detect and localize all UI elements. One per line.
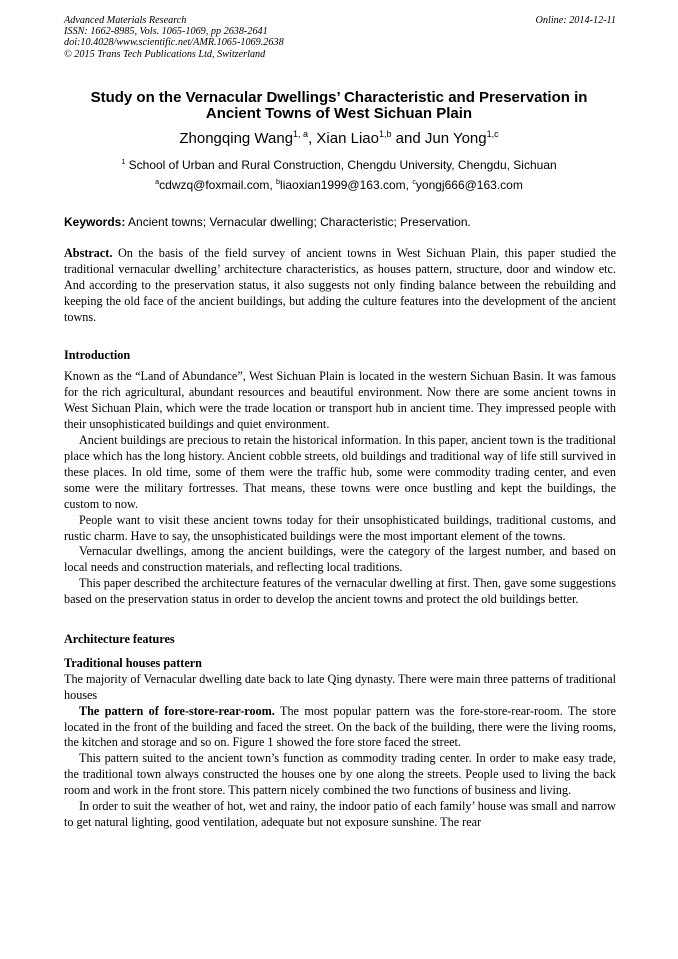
houses-pattern-subheading: Traditional houses pattern	[64, 655, 202, 670]
arch-paragraph-2	[64, 704, 616, 752]
author-3-sup: 1,c	[486, 129, 499, 139]
doi-line: doi:10.4028/www.scientific.net/AMR.1065-1069.2638	[64, 37, 284, 49]
copyright-line: © 2015 Trans Tech Publications Ltd, Switzerland	[64, 48, 266, 60]
email-a[interactable]: cdwzq@foxmail.com,	[159, 178, 277, 192]
email-b-sup: b	[276, 177, 281, 186]
author-3: Jun Yong	[424, 130, 487, 147]
keywords-label: Keywords:	[64, 215, 126, 229]
intro-paragraph-3: People want to visit these ancient towns today for their unsophisticated buildings, traditional customs, and rustic charm. Have to say, the unsophisticated buildings were the most important element of the towns.	[64, 512, 616, 543]
affiliation-sup: 1	[121, 157, 126, 166]
keywords-text: Ancient towns; Vernacular dwelling; Characteristic; Preservation.	[125, 215, 471, 229]
email-b[interactable]: liaoxian1999@163.com,	[280, 178, 413, 192]
intro-paragraph-5: This paper described the architecture features of the vernacular dwelling at first. Then, gave some suggestions based on the preservation status in order to develop the ancient towns and protect the old buildings better.	[64, 576, 616, 607]
email-c-sup: c	[412, 177, 416, 186]
author-list	[40, 130, 638, 147]
email-c[interactable]: yongj666@163.com	[415, 178, 523, 192]
intro-paragraph-1: Known as the “Land of Abundance”, West Sichuan Plain is located in the western Sichuan Basin. It was famous for the rich agricultural, abundant resources and beautiful environment. Now there are some ancient towns in West Sichuan Plain, which were the trade location or transport hub in ancient time. They impressed people with their unsophisticated buildings and quiet environment.	[64, 369, 616, 432]
paper-title	[40, 90, 638, 122]
introduction-heading: Introduction	[64, 347, 131, 362]
arch-paragraph-3: This pattern suited to the ancient town’s function as commodity trading center. In order to make easy trade, the traditional town always constructed the houses one by one along the streets. People used to living the back room and work in the front store. This pattern nicely combined the two functions of business and living.	[64, 751, 616, 798]
arch-paragraph-4: In order to suit the weather of hot, wet and rainy, the indoor patio of each family’ house was small and narrow to get natural lighting, good ventilation, adequate but not exposure sunshine. The rear	[64, 799, 616, 829]
author-2: Xian Liao	[316, 130, 379, 147]
affiliation-text: School of Urban and Rural Construction, Chengdu University, Chengdu, Sichuan	[125, 158, 557, 172]
pattern-label: The pattern of fore-store-rear-room.	[79, 703, 275, 718]
abstract-label: Abstract.	[64, 246, 113, 260]
arch-paragraph-2-text: The most popular pattern was the fore-store-rear-room. The store located in the front of the building and faced the street. On the back of the building, there were the living rooms, the kitchen and storage and so on. Figure 1 showed the fore store faced the street.	[64, 703, 616, 750]
author-2-sup: 1,b	[378, 129, 392, 139]
title-line-1: Study on the Vernacular Dwellings’ Characteristic and Preservation in	[90, 89, 588, 106]
author-1: Zhongqing Wang	[179, 130, 294, 147]
architecture-heading: Architecture features	[64, 632, 175, 647]
author-sep-2: and	[391, 130, 425, 147]
email-a-sup: a	[155, 177, 160, 186]
author-emails	[40, 178, 638, 192]
affiliation	[40, 158, 638, 172]
body-text	[64, 246, 616, 831]
abstract-text: On the basis of the field survey of ancient towns in West Sichuan Plain, this paper studied the traditional vernacular dwelling’ architecture characteristics, as houses pattern, structure, door and window etc. And according to the preservation status, it also suggests not only finding balance between the rebuilding and keeping the old face of the ancient buildings, but adding the culture features into the development of the ancient towns.	[64, 246, 616, 324]
online-date: Online: 2014-12-11	[535, 15, 616, 26]
journal-header	[64, 15, 616, 60]
arch-paragraph-1: The majority of Vernacular dwelling date back to late Qing dynasty. There were main three patterns of traditional houses	[64, 671, 616, 702]
keywords	[64, 215, 616, 229]
title-line-2: Ancient Towns of West Sichuan Plain	[205, 105, 473, 122]
author-sep-1: ,	[308, 130, 317, 147]
author-1-sup: 1, a	[293, 129, 309, 139]
issn-line: ISSN: 1662-8985, Vols. 1065-1069, pp 2638-2641	[64, 26, 268, 38]
intro-paragraph-4: Vernacular dwellings, among the ancient buildings, were the category of the largest number, and based on local needs and construction materials, and reflecting local traditions.	[64, 544, 616, 575]
intro-paragraph-2: Ancient buildings are precious to retain the historical information. In this paper, ancient town is the traditional place which has the long history. Ancient cobble streets, old buildings and traditional way of life still survived in these places. In old time, some of them were the traffic hub, some were commodity trading center, and even some were the military fortresses. That means, these towns were once bustling and kept the buildings, the custom to now.	[64, 433, 616, 511]
abstract	[64, 246, 616, 326]
journal-name: Advanced Materials Research	[64, 15, 187, 26]
